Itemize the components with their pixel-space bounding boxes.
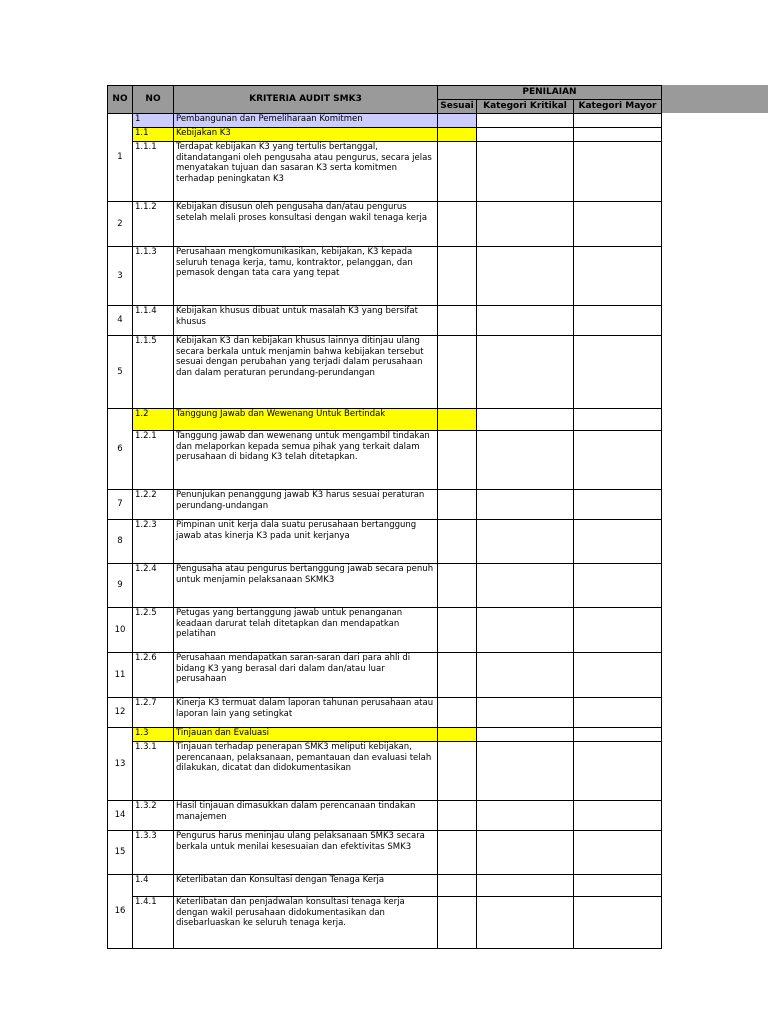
sesuai-cell[interactable]	[438, 728, 477, 742]
item-text: Tinjauan dan Evaluasi	[174, 728, 438, 742]
kritikal-cell[interactable]	[477, 142, 574, 202]
row-number: 8	[108, 520, 133, 564]
mayor-cell[interactable]	[574, 728, 662, 742]
item-text: Perusahaan mengkomunikasikan, kebijakan, K3 kepada seluruh tenaga kerja, tamu, kontraktor, pelanggan, dan pemasok dengan tata cara yang tepat	[174, 247, 438, 306]
item-text: Kebijakan K3	[174, 128, 438, 142]
kritikal-cell[interactable]	[477, 653, 574, 698]
kritikal-cell[interactable]	[477, 831, 574, 875]
mayor-cell[interactable]	[574, 801, 662, 831]
item-text: Kinerja K3 termuat dalam laporan tahunan perusahaan atau laporan lain yang setingkat	[174, 698, 438, 728]
mayor-cell[interactable]	[574, 306, 662, 336]
sesuai-cell[interactable]	[438, 742, 477, 801]
mayor-cell[interactable]	[574, 247, 662, 306]
item-text: Perusahaan mendapatkan saran-saran dari para ahli di bidang K3 yang berasal dari dalam dan/atau luar perusahaan	[174, 653, 438, 698]
item-text: Kebijakan disusun oleh pengusaha dan/atau pengurus setelah melali proses konsultasi dengan wakil tenaga kerja	[174, 202, 438, 247]
item-code: 1.1.5	[133, 336, 174, 409]
item-code: 1.3.2	[133, 801, 174, 831]
sesuai-cell[interactable]	[438, 202, 477, 247]
sesuai-cell[interactable]	[438, 490, 477, 520]
mayor-cell[interactable]	[574, 336, 662, 409]
header-criteria: KRITERIA AUDIT SMK3	[174, 86, 438, 114]
kritikal-cell[interactable]	[477, 728, 574, 742]
item-code: 1.2.4	[133, 564, 174, 608]
item-code: 1.2.7	[133, 698, 174, 728]
item-text: Keterlibatan dan Konsultasi dengan Tenaga Kerja	[174, 875, 438, 897]
header-code: NO	[133, 86, 174, 114]
sesuai-cell[interactable]	[438, 897, 477, 949]
row-number: 1	[108, 114, 133, 202]
row-number: 5	[108, 336, 133, 409]
row-number: 4	[108, 306, 133, 336]
item-code: 1.3.1	[133, 742, 174, 801]
kritikal-cell[interactable]	[477, 490, 574, 520]
kritikal-cell[interactable]	[477, 202, 574, 247]
sesuai-cell[interactable]	[438, 409, 477, 431]
sesuai-cell[interactable]	[438, 247, 477, 306]
mayor-cell[interactable]	[574, 698, 662, 728]
row-number: 3	[108, 247, 133, 306]
mayor-cell[interactable]	[574, 653, 662, 698]
item-code: 1.2.6	[133, 653, 174, 698]
item-text: Kebijakan khusus dibuat untuk masalah K3 yang bersifat khusus	[174, 306, 438, 336]
item-code: 1.2	[133, 409, 174, 431]
mayor-cell[interactable]	[574, 202, 662, 247]
item-text: Tinjauan terhadap penerapan SMK3 meliputi kebijakan, perencanaan, pelaksanaan, pemantauan dan evaluasi telah dilakukan, dicatat dan didokumentasikan	[174, 742, 438, 801]
mayor-cell[interactable]	[574, 409, 662, 431]
item-code: 1	[133, 114, 174, 128]
mayor-cell[interactable]	[574, 875, 662, 897]
kritikal-cell[interactable]	[477, 247, 574, 306]
mayor-cell[interactable]	[574, 897, 662, 949]
item-text: Terdapat kebijakan K3 yang tertulis bertanggal, ditandatangani oleh pengusaha atau pengurus, secara jelas menyatakan tujuan dan sasaran K3 serta komitmen terhadap peningkatan K3	[174, 142, 438, 202]
row-number: 12	[108, 698, 133, 728]
item-code: 1.1	[133, 128, 174, 142]
kritikal-cell[interactable]	[477, 698, 574, 728]
mayor-cell[interactable]	[574, 142, 662, 202]
row-number: 14	[108, 801, 133, 831]
kritikal-cell[interactable]	[477, 306, 574, 336]
kritikal-cell[interactable]	[477, 409, 574, 431]
item-text: Kebijakan K3 dan kebijakan khusus lainnya ditinjau ulang secara berkala untuk menjamin bahwa kebijakan tersebut sesuai dengan perubahan yang terjadi dalam perusahaan dan dalam peraturan perundang-perundangan	[174, 336, 438, 409]
kritikal-cell[interactable]	[477, 128, 574, 142]
mayor-cell[interactable]	[574, 564, 662, 608]
row-number: 16	[108, 875, 133, 949]
item-text: Pimpinan unit kerja dala suatu perusahaan bertanggung jawab atas kinerja K3 pada unit kerjanya	[174, 520, 438, 564]
item-code: 1.2.5	[133, 608, 174, 653]
header-penilaian: PENILAIAN	[438, 86, 662, 100]
mayor-cell[interactable]	[574, 114, 662, 128]
item-text: Pengurus harus meninjau ulang pelaksanaan SMK3 secara berkala untuk menilai kesesuaian dan efektivitas SMK3	[174, 831, 438, 875]
item-code: 1.3	[133, 728, 174, 742]
kritikal-cell[interactable]	[477, 742, 574, 801]
sesuai-cell[interactable]	[438, 306, 477, 336]
kritikal-cell[interactable]	[477, 431, 574, 490]
row-number: 15	[108, 831, 133, 875]
header-no: NO	[108, 86, 133, 114]
item-code: 1.1.2	[133, 202, 174, 247]
kritikal-cell[interactable]	[477, 801, 574, 831]
sesuai-cell[interactable]	[438, 608, 477, 653]
sesuai-cell[interactable]	[438, 114, 477, 128]
kritikal-cell[interactable]	[477, 520, 574, 564]
item-code: 1.1.4	[133, 306, 174, 336]
item-code: 1.2.1	[133, 431, 174, 490]
sesuai-cell[interactable]	[438, 801, 477, 831]
item-code: 1.1.1	[133, 142, 174, 202]
sesuai-cell[interactable]	[438, 142, 477, 202]
kritikal-cell[interactable]	[477, 875, 574, 897]
row-number: 11	[108, 653, 133, 698]
mayor-cell[interactable]	[574, 831, 662, 875]
item-code: 1.1.3	[133, 247, 174, 306]
item-text: Keterlibatan dan penjadwalan konsultasi tenaga kerja dengan wakil perusahaan didokumentasikan dan disebarluaskan ke seluruh tenaga kerja.	[174, 897, 438, 949]
sesuai-cell[interactable]	[438, 431, 477, 490]
sesuai-cell[interactable]	[438, 128, 477, 142]
header-extension-fill	[661, 85, 768, 113]
kritikal-cell[interactable]	[477, 897, 574, 949]
kritikal-cell[interactable]	[477, 336, 574, 409]
sesuai-cell[interactable]	[438, 520, 477, 564]
row-number: 7	[108, 490, 133, 520]
kritikal-cell[interactable]	[477, 564, 574, 608]
mayor-cell[interactable]	[574, 520, 662, 564]
item-code: 1.2.2	[133, 490, 174, 520]
sesuai-cell[interactable]	[438, 564, 477, 608]
item-text: Hasil tinjauan dimasukkan dalam perencanaan tindakan manajemen	[174, 801, 438, 831]
mayor-cell[interactable]	[574, 608, 662, 653]
row-number: 9	[108, 564, 133, 608]
sesuai-cell[interactable]	[438, 698, 477, 728]
item-text: Penunjukan penanggung jawab K3 harus sesuai peraturan perundang-undangan	[174, 490, 438, 520]
kritikal-cell[interactable]	[477, 608, 574, 653]
item-text: Pembangunan dan Pemeliharaan Komitmen	[174, 114, 438, 128]
item-code: 1.4	[133, 875, 174, 897]
mayor-cell[interactable]	[574, 128, 662, 142]
header-sesuai: Sesuai	[438, 100, 477, 114]
sesuai-cell[interactable]	[438, 653, 477, 698]
item-text: Petugas yang bertanggung jawab untuk penanganan keadaan darurat telah ditetapkan dan mendapatkan pelatihan	[174, 608, 438, 653]
kritikal-cell[interactable]	[477, 114, 574, 128]
item-text: Pengusaha atau pengurus bertanggung jawab secara penuh untuk menjamin pelaksanaan SKMK3	[174, 564, 438, 608]
row-number: 6	[108, 409, 133, 490]
sesuai-cell[interactable]	[438, 831, 477, 875]
item-text: Tanggung Jawab dan Wewenang Untuk Bertindak	[174, 409, 438, 431]
item-code: 1.4.1	[133, 897, 174, 949]
row-number: 2	[108, 202, 133, 247]
item-code: 1.3.3	[133, 831, 174, 875]
sesuai-cell[interactable]	[438, 875, 477, 897]
header-mayor: Kategori Mayor	[574, 100, 662, 114]
item-code: 1.2.3	[133, 520, 174, 564]
row-number: 13	[108, 728, 133, 801]
mayor-cell[interactable]	[574, 431, 662, 490]
mayor-cell[interactable]	[574, 490, 662, 520]
item-text: Tanggung jawab dan wewenang untuk mengambil tindakan dan melaporkan kepada semua pihak yang terkait dalam perusahaan di bidang K3 telah ditetapkan.	[174, 431, 438, 490]
mayor-cell[interactable]	[574, 742, 662, 801]
header-kritikal: Kategori Kritikal	[477, 100, 574, 114]
row-number: 10	[108, 608, 133, 653]
audit-criteria-table	[107, 85, 662, 949]
sesuai-cell[interactable]	[438, 336, 477, 409]
